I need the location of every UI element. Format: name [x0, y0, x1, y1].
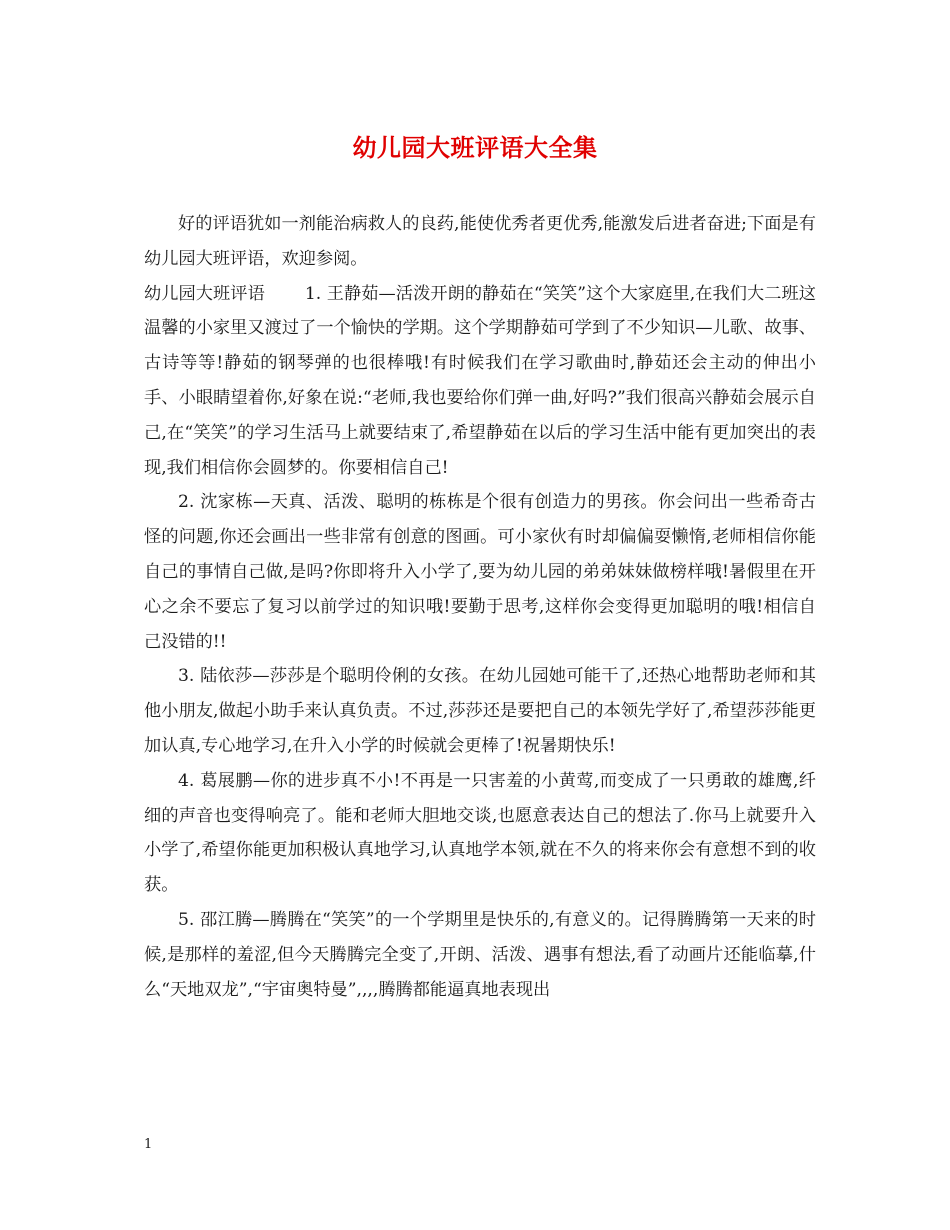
document-body [144, 207, 816, 1007]
comment-text-1: 1. 王静茹—活泼开朗的静茹在“笑笑”这个大家庭里,在我们大二班这温馨的小家里又渡过了一个愉快的学期。这个学期静茹可学到了不少知识—儿歌、故事、古诗等等!静茹的钢琴弹的也很棒哦!有时候我们在学习歌曲时,静茹还会主动的伸出小手、小眼睛望着你,好象在说:“老师,我也要给你们弹一曲,好吗?”我们很高兴静茹会展示自己,在“笑笑”的学习生活马上就要结束了,希望静茹在以后的学习生活中能有更加突出的表现,我们相信你会圆梦的。你要相信自己! [144, 283, 816, 478]
page-number: 1 [144, 1137, 153, 1152]
comment-paragraph-5: 5. 邵江腾—腾腾在“笑笑”的一个学期里是快乐的,有意义的。记得腾腾第一天来的时候,是那样的羞涩,但今天腾腾完全变了,开朗、活泼、遇事有想法,看了动画片还能临摹,什么“天地双龙”,“宇宙奥特曼”,,,,腾腾都能逼真地表现出 [144, 909, 816, 1000]
intro-paragraph: 好的评语犹如一剂能治病救人的良药,能使优秀者更优秀,能激发后进者奋进;下面是有幼儿园大班评语，欢迎参阅。 [144, 214, 816, 269]
page-title: 幼儿园大班评语大全集 [352, 133, 598, 162]
comment-paragraph-2: 2. 沈家栋—天真、活泼、聪明的栋栋是个很有创造力的男孩。你会问出一些希奇古怪的问题,你还会画出一些非常有创意的图画。可小家伙有时却偏偏耍懒惰,老师相信你能自己的事情自己做,是吗?你即将升入小学了,要为幼儿园的弟弟妹妹做榜样哦!暑假里在开心之余不要忘了复习以前学过的知识哦!要勤于思考,这样你会变得更加聪明的哦!相信自己没错的!! [144, 492, 816, 652]
comment-paragraph-4: 4. 葛展鹏—你的进步真不小!不再是一只害羞的小黄莺,而变成了一只勇敢的雄鹰,纤细的声音也变得响亮了。能和老师大胆地交谈,也愿意表达自己的想法了.你马上就要升入小学了,希望你能更加积极认真地学习,认真地学本领,就在不久的将来你会有意想不到的收获。 [144, 770, 816, 896]
comment-paragraph-1 [144, 277, 816, 486]
comment-paragraph-3: 3. 陆依莎—莎莎是个聪明伶俐的女孩。在幼儿园她可能干了,还热心地帮助老师和其他小朋友,做起小助手来认真负责。不过,莎莎还是要把自己的本领先学好了,希望莎莎能更加认真,专心地学习,在升入小学的时候就会更棒了!祝暑期快乐! [144, 666, 816, 756]
section-label: 幼儿园大班评语 [144, 283, 265, 304]
